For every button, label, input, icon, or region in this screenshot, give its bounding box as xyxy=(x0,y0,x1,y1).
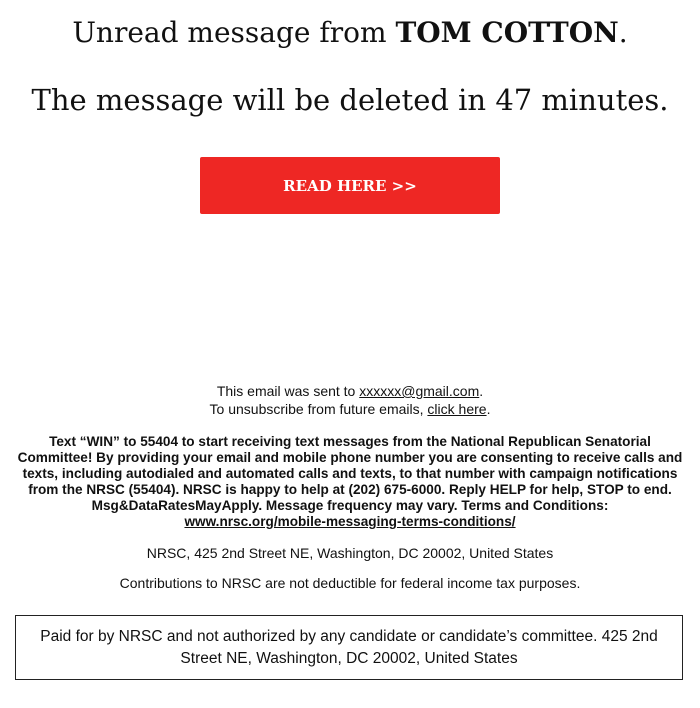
unsubscribe-suffix: . xyxy=(486,401,491,417)
sent-to-prefix: This email was sent to xyxy=(216,383,360,399)
sms-text: Text “WIN” to 55404 to start receiving text messages from the National Republican Senatorial Committee! By providing your email and mobile phone number you are consenting to receive calls and texts, including autodialed and automated calls and texts, to that number with campaign notifications from the NRSC (55404). NRSC is happy to help at (202) 675-6000. Reply HELP for help, STOP to end. Msg&DataRatesMayApply. Message frequency may vary. Terms and Conditions: xyxy=(17,434,683,513)
sms-disclaimer xyxy=(12,434,688,530)
sender-name: TOM COTTON xyxy=(395,16,619,49)
mailing-address: NRSC, 425 2nd Street NE, Washington, DC 20002, United States xyxy=(146,545,554,561)
unread-prefix: Unread message from xyxy=(72,16,396,49)
read-here-label: READ HERE >> xyxy=(283,176,417,195)
sent-to-suffix: . xyxy=(479,383,484,399)
read-here-button[interactable] xyxy=(200,157,500,214)
paid-for-text: Paid for by NRSC and not authorized by any candidate or candidate’s committee. 425 2nd Street NE, Washington, DC 20002, United States xyxy=(40,627,658,667)
paid-for-disclaimer-box xyxy=(15,615,683,680)
deletion-notice: The message will be deleted in 47 minutes. xyxy=(31,83,669,117)
unsubscribe-prefix: To unsubscribe from future emails, xyxy=(209,401,428,417)
contributions-notice: Contributions to NRSC are not deductible for federal income tax purposes. xyxy=(119,575,581,591)
unsubscribe-link[interactable]: click here xyxy=(427,401,487,417)
unread-suffix: . xyxy=(618,16,628,49)
terms-conditions-link[interactable]: www.nrsc.org/mobile-messaging-terms-conditions/ xyxy=(184,514,516,529)
recipient-email-link[interactable]: xxxxxx@gmail.com xyxy=(359,383,480,399)
email-info xyxy=(15,382,685,418)
unsubscribe-line xyxy=(15,400,685,418)
sent-to-line xyxy=(15,382,685,400)
unread-headline xyxy=(0,14,700,52)
